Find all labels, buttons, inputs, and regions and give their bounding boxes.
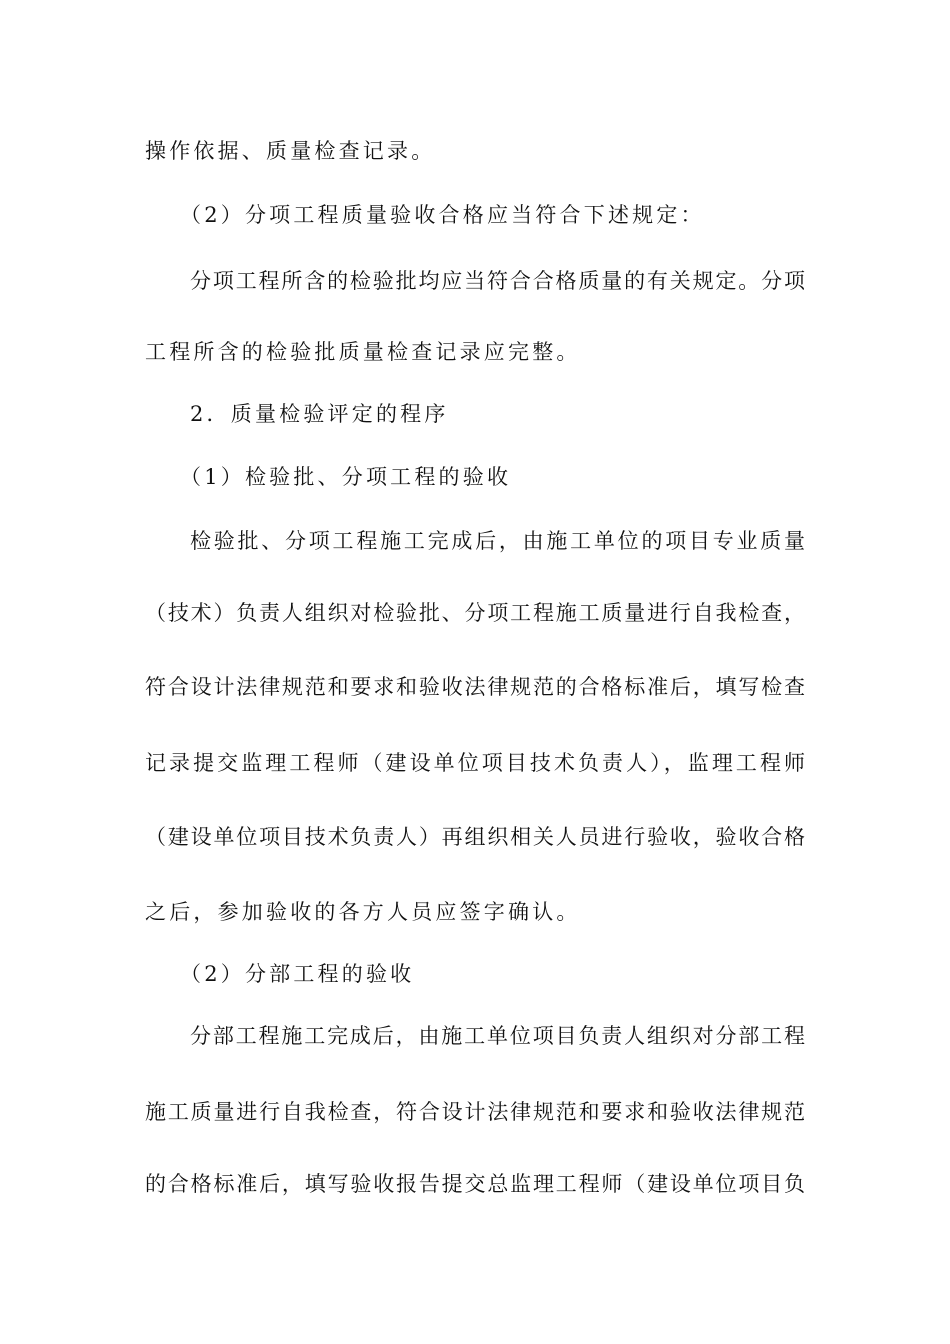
text-line: （技术）负责人组织对检验批、分项工程施工质量进行自我检查， [145,601,805,625]
text-line: 检验批、分项工程施工完成后，由施工单位的项目专业质量 [190,529,805,553]
subheading-line: （2）分部工程的验收 [180,962,415,986]
text-line: 之后，参加验收的各方人员应签字确认。 [145,900,581,924]
text-line: 工程所含的检验批质量检查记录应完整。 [145,340,581,364]
text-line: 符合设计法律规范和要求和验收法律规范的合格标准后，填写检查 [145,675,805,699]
subheading-line: （2）分项工程质量验收合格应当符合下述规定： [180,203,705,227]
subheading-line: （1）检验批、分项工程的验收 [180,465,512,489]
text-line: 分部工程施工完成后，由施工单位项目负责人组织对分部工程 [190,1024,805,1048]
section-heading: 2．质量检验评定的程序 [190,402,449,426]
text-line: 的合格标准后，填写验收报告提交总监理工程师（建设单位项目负 [145,1172,805,1196]
text-line: 记录提交监理工程师（建设单位项目技术负责人），监理工程师 [145,751,805,775]
text-line: 分项工程所含的检验批均应当符合合格质量的有关规定。分项 [190,269,805,293]
text-line: （建设单位项目技术负责人）再组织相关人员进行验收，验收合格 [145,825,805,849]
text-line: 操作依据、质量检查记录。 [145,139,436,163]
text-line: 施工质量进行自我检查，符合设计法律规范和要求和验收法律规范 [145,1100,805,1124]
